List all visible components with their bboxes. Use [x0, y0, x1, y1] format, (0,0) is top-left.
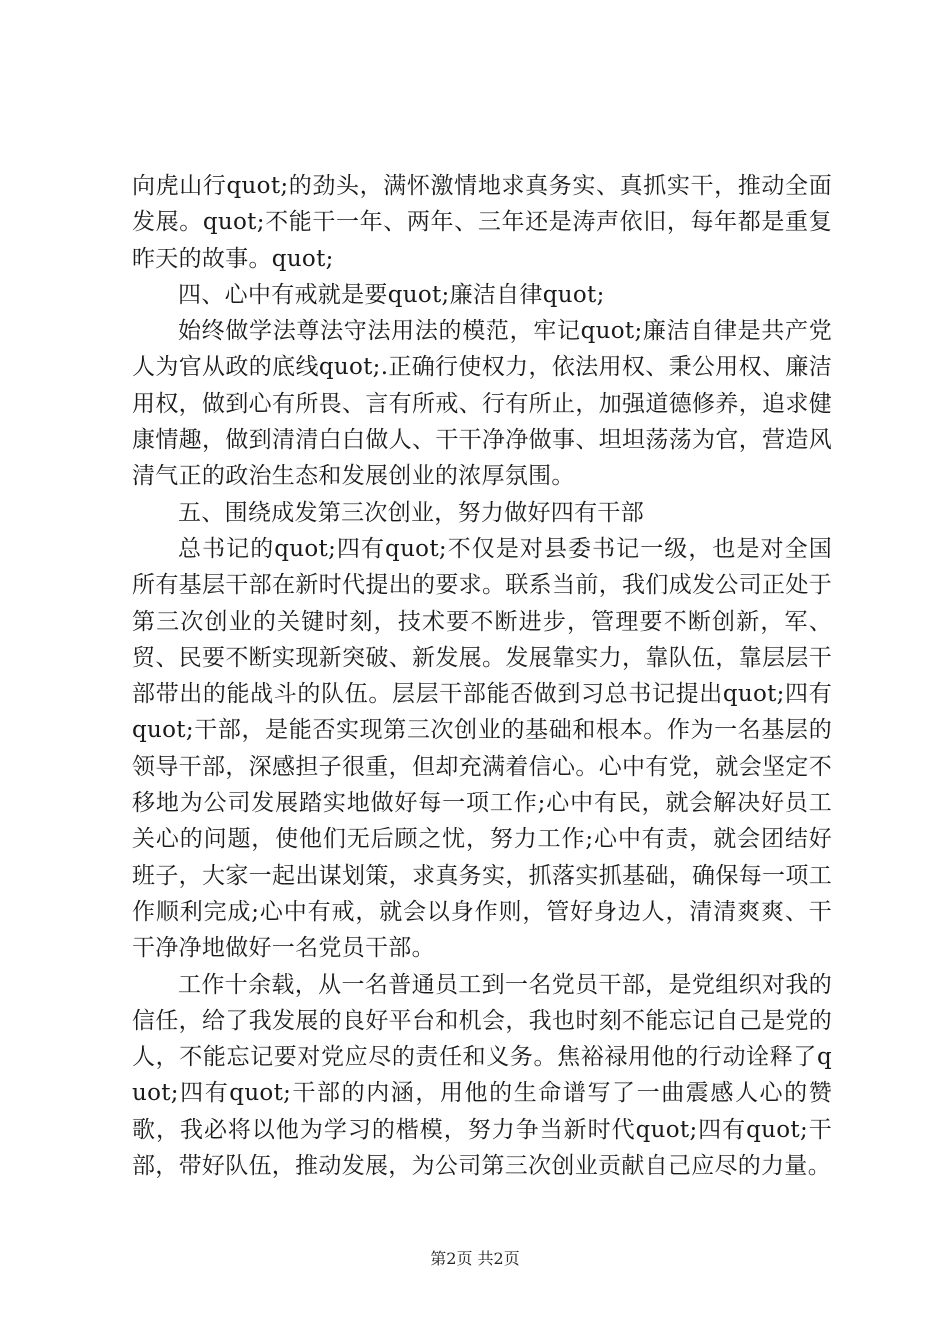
- document-body: [132, 168, 832, 1184]
- paragraph: 始终做学法尊法守法用法的模范，牢记quot;廉洁自律是共产党人为官从政的底线quot;.正确行使权力，依法用权、秉公用权、廉洁用权，做到心有所畏、言有所戒、行有所止，加强道德修养，追求健康情趣，做到清清白白做人、干干净净做事、坦坦荡荡为官，营造风清气正的政治生态和发展创业的浓厚氛围。: [132, 318, 832, 490]
- paragraph: 总书记的quot;四有quot;不仅是对县委书记一级，也是对全国所有基层干部在新时代提出的要求。联系当前，我们成发公司正处于第三次创业的关键时刻，技术要不断进步，管理要不断创新，军、贸、民要不断实现新突破、新发展。发展靠实力，靠队伍，靠层层干部带出的能战斗的队伍。层层干部能否做到习总书记提出quot;四有quot;干部，是能否实现第三次创业的基础和根本。作为一名基层的领导干部，深感担子很重，但却充满着信心。心中有党，就会坚定不移地为公司发展踏实地做好每一项工作;心中有民，就会解决好员工关心的问题，使他们无后顾之忧，努力工作;心中有责，就会团结好班子，大家一起出谋划策，求真务实，抓落实抓基础，确保每一项工作顺利完成;心中有戒，就会以身作则，管好身边人，清清爽爽、干干净净地做好一名党员干部。: [132, 535, 832, 962]
- paragraph: 向虎山行quot;的劲头，满怀激情地求真务实、真抓实干，推动全面发展。quot;不能干一年、两年、三年还是涛声依旧，每年都是重复昨天的故事。quot;: [132, 173, 832, 272]
- paragraph: 工作十余载，从一名普通员工到一名党员干部，是党组织对我的信任，给了我发展的良好平台和机会，我也时刻不能忘记自己是党的人，不能忘记要对党应尽的责任和义务。焦裕禄用他的行动诠释了quot;四有quot;干部的内涵，用他的生命谱写了一曲震感人心的赞歌，我必将以他为学习的楷模，努力争当新时代quot;四有quot;干部，带好队伍，推动发展，为公司第三次创业贡献自己应尽的力量。: [132, 971, 832, 1180]
- section-heading: 五、围绕成发第三次创业，努力做好四有干部: [178, 499, 644, 526]
- section-heading: 四、心中有戒就是要quot;廉洁自律quot;: [178, 281, 605, 308]
- page-number-footer: 第2页 共2页: [430, 1249, 520, 1268]
